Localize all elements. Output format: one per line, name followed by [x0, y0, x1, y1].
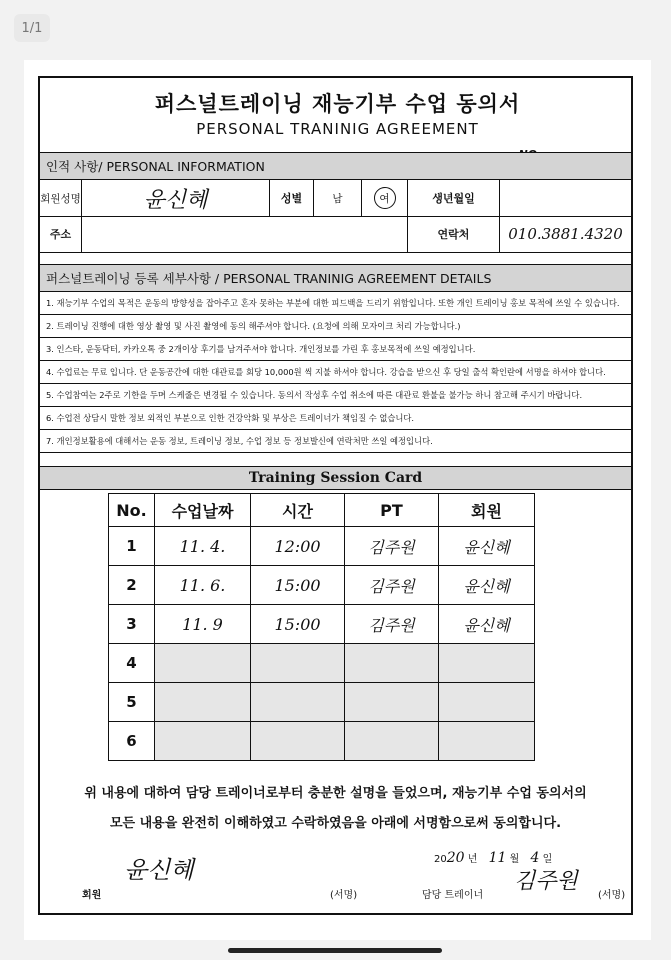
row-pt-signature: 김주원	[345, 566, 439, 605]
row-pt-signature	[345, 683, 439, 722]
birth-label: 생년월일	[408, 180, 500, 216]
table-row	[109, 605, 535, 644]
row-member-signature: 윤신혜	[439, 527, 535, 566]
details-section-header: 퍼스널트레이닝 등록 세부사항 / PERSONAL TRANINIG AGREEMENT DETAILS	[40, 264, 631, 292]
term-item-2: 2. 트레이닝 진행에 대한 영상 촬영 및 사진 촬영에 동의 해주셔야 합니다. (요청에 의해 모자이크 처리 가능합니다.)	[40, 315, 631, 338]
date-month: 11	[488, 850, 507, 866]
month-label: 월	[509, 854, 520, 865]
year-label: 년	[467, 854, 478, 865]
row-pt-signature: 김주원	[345, 527, 439, 566]
header-date: 수업날짜	[155, 494, 251, 527]
term-item-7: 7. 개인정보활용에 대해서는 운동 정보, 트레이닝 정보, 수업 정보 등 정보발신에 연락처만 쓰일 예정입니다.	[40, 430, 631, 453]
row-member-signature	[439, 683, 535, 722]
header-pt: PT	[345, 494, 439, 527]
row-time	[251, 722, 345, 761]
gender-label: 성별	[270, 180, 314, 216]
table-row	[109, 683, 535, 722]
page-indicator: 1/1	[14, 14, 50, 42]
row-time: 12:00	[251, 527, 345, 566]
female-selected-circle	[374, 187, 396, 209]
table-row	[109, 644, 535, 683]
row-no: 3	[109, 605, 155, 644]
table-row	[109, 566, 535, 605]
row-no: 6	[109, 722, 155, 761]
training-session-table	[108, 493, 535, 761]
term-item-4: 4. 수업료는 무료 입니다. 단 운동공간에 대한 대관료를 회당 10,000원 씩 지불 하셔야 합니다. 강습을 받으신 후 당일 출석 확인란에 서명을 하셔야 합니다.	[40, 361, 631, 384]
row-no: 4	[109, 644, 155, 683]
row-member-signature	[439, 722, 535, 761]
confirmation-line-1: 위 내용에 대하여 담당 트레이너로부터 충분한 설명을 들었으며, 재능기부 수업 동의서의	[84, 786, 587, 801]
contact-value: 010.3881.4320	[508, 225, 623, 243]
term-item-1: 1. 재능기부 수업의 목적은 운동의 방향성을 잡아주고 혼자 못하는 부분에 대한 피드백을 드리기 위함입니다. 또한 개인 트레이닝 홍보 목적에 쓰일 수 있습니다.	[40, 292, 631, 315]
name-value: 윤신혜	[82, 180, 270, 216]
row-date	[155, 683, 251, 722]
row-member-signature: 윤신혜	[439, 605, 535, 644]
contact-label: 연락처	[408, 216, 500, 252]
term-item-5: 5. 수업참여는 2주로 기한을 두며 스케줄은 변경될 수 있습니다. 동의서 작성후 수업 취소에 따른 대관료 환불을 불가능 하니 참고해 주시기 바랍니다.	[40, 384, 631, 407]
table-row	[109, 722, 535, 761]
name-label: 회원성명	[40, 180, 82, 216]
header-time: 시간	[251, 494, 345, 527]
member-sign-note: (서명)	[330, 890, 358, 901]
term-item-6: 6. 수업전 상담시 말한 정보 외적인 부분으로 인한 건강악화 및 부상은 트레이너가 책임질 수 없습니다.	[40, 407, 631, 430]
personal-row-1	[40, 180, 631, 217]
doc-title: 퍼스널트레이닝 재능기부 수업 동의서	[154, 92, 521, 116]
gender-male: 남	[314, 180, 362, 216]
birth-value	[500, 180, 631, 216]
trainer-sign-note: (서명)	[598, 890, 626, 901]
trainer-signature: 김주원	[514, 869, 578, 894]
row-no: 5	[109, 683, 155, 722]
row-no: 2	[109, 566, 155, 605]
home-indicator	[228, 948, 442, 953]
table-header-row	[109, 494, 535, 527]
row-pt-signature	[345, 644, 439, 683]
member-signature: 윤신혜	[124, 856, 194, 884]
row-date	[155, 722, 251, 761]
row-time: 15:00	[251, 566, 345, 605]
gender-female	[362, 180, 408, 216]
doc-subtitle: PERSONAL TRANINIG AGREEMENT	[196, 120, 479, 138]
row-no: 1	[109, 527, 155, 566]
table-row	[109, 527, 535, 566]
row-date	[155, 644, 251, 683]
personal-row-2	[40, 216, 631, 253]
date-day: 4	[530, 850, 540, 866]
row-time	[251, 644, 345, 683]
row-time: 15:00	[251, 605, 345, 644]
row-member-signature	[439, 644, 535, 683]
row-pt-signature: 김주원	[345, 605, 439, 644]
member-sign-label: 회원	[82, 890, 102, 901]
confirmation-line-2: 모든 내용을 완전히 이해하였고 수락하였음을 아래에 서명함으로써 동의합니다.	[109, 816, 562, 831]
row-date: 11. 4.	[155, 527, 251, 566]
day-label: 일	[542, 854, 553, 865]
row-date: 11. 6.	[155, 566, 251, 605]
row-date: 11. 9	[155, 605, 251, 644]
address-label: 주소	[40, 216, 82, 252]
header-no: No.	[109, 494, 155, 527]
card-section-header: Training Session Card	[40, 466, 631, 490]
gender-female-label: 여	[379, 192, 390, 205]
row-time	[251, 683, 345, 722]
row-member-signature: 윤신혜	[439, 566, 535, 605]
document-page	[24, 60, 651, 940]
term-item-3: 3. 인스타, 운동닥터, 카카오톡 중 2개이상 후기를 남겨주셔야 합니다. 개인정보를 가린 후 홍보목적에 쓰일 예정입니다.	[40, 338, 631, 361]
trainer-sign-label: 담당 트레이너	[422, 890, 484, 901]
date-prefix: 20	[434, 854, 447, 865]
date-year: 20	[446, 850, 465, 866]
header-member: 회원	[439, 494, 535, 527]
row-pt-signature	[345, 722, 439, 761]
address-value	[82, 216, 408, 252]
personal-section-header: 인적 사항/ PERSONAL INFORMATION	[40, 152, 631, 180]
